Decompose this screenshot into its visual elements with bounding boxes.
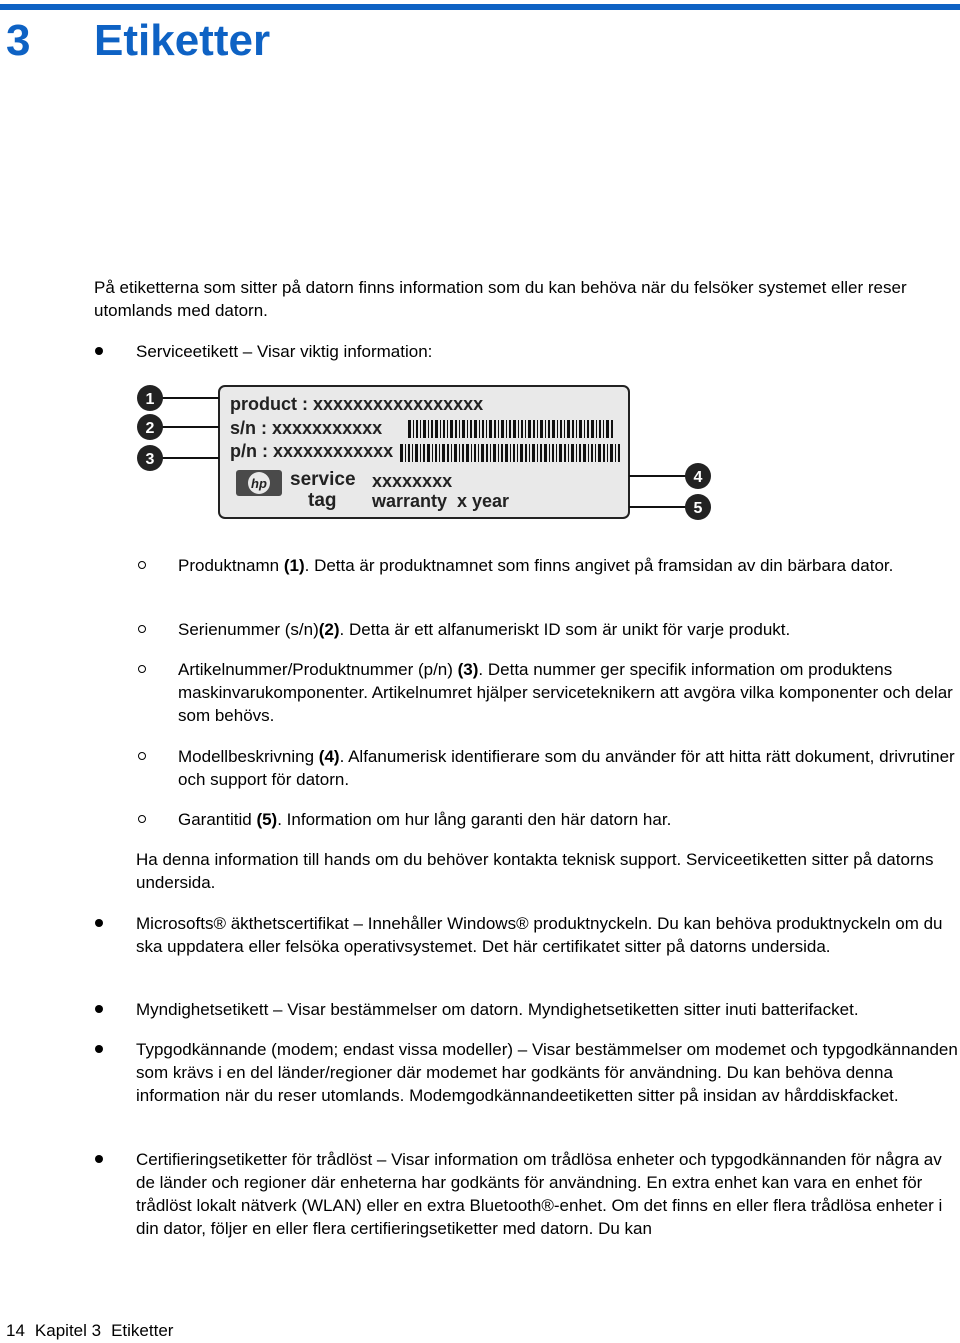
bullet-service-label: [136, 340, 956, 363]
bullet-dot: [95, 347, 103, 355]
page-number: 14: [6, 1321, 25, 1340]
chapter-number: 3: [6, 16, 31, 65]
sub-item-ref: (2): [318, 620, 340, 639]
footer-chapter: Kapitel 3: [34, 1321, 102, 1340]
bullet-dash: –: [238, 342, 257, 361]
label-warranty: warranty: [372, 491, 448, 511]
sub-item-prefix: Modellbeskrivning: [178, 747, 319, 766]
sub-item-prefix: Artikelnummer/Produktnummer (p/n): [178, 660, 458, 679]
sub-item-text: . Information om hur lång garanti den här datorn har.: [277, 810, 672, 829]
label-product-line: product : xxxxxxxxxxxxxxxxx: [230, 394, 484, 414]
chapter-top-rule: [0, 4, 960, 10]
sub-item-serial-number: [178, 618, 948, 641]
bullet-modem-approval: [136, 1038, 960, 1107]
bullet-term: Typgodkännande (modem; endast vissa modeller): [136, 1040, 514, 1059]
hp-logo-text: hp: [251, 476, 267, 491]
sub-item-text: . Detta är ett alfanumeriskt ID som är unikt för varje produkt.: [339, 620, 791, 639]
sub-item-ref: (4): [318, 747, 340, 766]
sub-item-warranty: [178, 808, 948, 831]
chapter-title: Etiketter: [94, 16, 271, 65]
service-label-note: Ha denna information till hands om du behöver kontakta teknisk support. Serviceetiketten sitter på datorns undersida.: [136, 850, 934, 892]
footer-title: Etiketter: [111, 1321, 174, 1340]
callout-2: 2: [145, 420, 155, 437]
bullet-dot: [95, 1045, 103, 1053]
bullet-dot: [95, 919, 103, 927]
sub-item-ref: (5): [256, 810, 278, 829]
sub-item-text: . Detta nummer ger specifik information om produktens maskinvarukomponenter. Artikelnumret hjälper serviceteknikern att avgöra vilka komponenter och delar som behövs.: [178, 660, 953, 725]
bullet-dash: –: [348, 914, 368, 933]
bullet-text: Visar information om trådlösa enheter och typgodkännanden för några av de länder och regioner där enheterna har godkänts för användning. En extra enhet kan vara en enhet för trådlöst lokalt nätverk (WLAN) eller en extra Bluetooth®-enhet. Om det finns en eller flera trådlösa enheter i din dator, följer en eller flera certifieringsetiketter med datorn. Du kan: [136, 1150, 943, 1238]
sub-item-prefix: Produktnamn: [178, 556, 284, 575]
label-pn-line: p/n : xxxxxxxxxxxx: [230, 441, 394, 461]
bullet-text: Innehåller Windows® produktnyckeln. Du kan behöva produktnyckeln om du ska uppdatera eller felsöka operativsystemet. Det här certifikatet sitter på datorns undersida.: [136, 914, 943, 956]
label-tag: tag: [308, 490, 337, 511]
label-sn-line: s/n : xxxxxxxxxxx: [230, 418, 383, 438]
sub-item-ref: (1): [283, 556, 305, 575]
sub-item-ref: (3): [457, 660, 479, 679]
chapter-heading: [6, 14, 270, 68]
sub-item-prefix: Garantitid: [178, 810, 257, 829]
bullet-term: Serviceetikett: [136, 342, 239, 361]
sub-bullet-circle: [138, 625, 146, 633]
sub-item-part-number: [178, 658, 958, 727]
label-warranty-value: x year: [457, 491, 510, 511]
bullet-term: Myndighetsetikett: [136, 1000, 269, 1019]
sub-bullet-circle: [138, 561, 146, 569]
sub-item-text: . Alfanumerisk identifierare som du använder för att hitta rätt dokument, drivrutiner och support för datorn.: [178, 747, 955, 789]
sub-bullet-circle: [138, 752, 146, 760]
sub-item-prefix: Serienummer (s/n): [178, 620, 319, 639]
sub-item-product-name: [178, 554, 948, 577]
bullet-dot: [95, 1005, 103, 1013]
page-footer: [6, 1320, 183, 1342]
bullet-dash: –: [372, 1150, 392, 1169]
bullet-dot: [95, 1155, 103, 1163]
bullet-dash: –: [268, 1000, 288, 1019]
bullet-text: Visar viktig information:: [256, 342, 433, 361]
callout-5: 5: [693, 500, 703, 517]
bullet-regulatory: [136, 998, 960, 1021]
sub-item-text: . Detta är produktnamnet som finns angivet på framsidan av din bärbara dator.: [304, 556, 894, 575]
bullet-text: Visar bestämmelser om modemet och typgodkännanden som krävs i en del länder/regioner där modemet har godkänts för användning. Du kan behöva denna information när du reser utomlands. Modemgodkännandeetiketten sitter på insidan av hårddiskfacket.: [136, 1040, 958, 1105]
hp-logo: [236, 470, 282, 496]
sub-bullet-circle: [138, 665, 146, 673]
bullet-dash: –: [513, 1040, 532, 1059]
intro-paragraph: På etiketterna som sitter på datorn finns information som du kan behöva när du felsöker systemet eller reser utomlands med datorn.: [94, 278, 907, 320]
callout-3: 3: [145, 451, 155, 468]
bullet-term: Certifieringsetiketter för trådlöst: [136, 1150, 373, 1169]
bullet-coa: [136, 912, 956, 958]
callout-1: 1: [145, 391, 155, 408]
bullet-term: Microsofts® äkthetscertifikat: [136, 914, 349, 933]
callout-4: 4: [693, 469, 703, 486]
sub-bullet-circle: [138, 815, 146, 823]
bullet-wireless-certification: [136, 1148, 960, 1240]
label-service: service: [290, 469, 356, 490]
label-model-value: xxxxxxxx: [372, 471, 453, 491]
sub-item-model-description: [178, 745, 960, 791]
service-label-illustration: [132, 380, 722, 525]
bullet-text: Visar bestämmelser om datorn. Myndighetsetiketten sitter inuti batterifacket.: [287, 1000, 859, 1019]
